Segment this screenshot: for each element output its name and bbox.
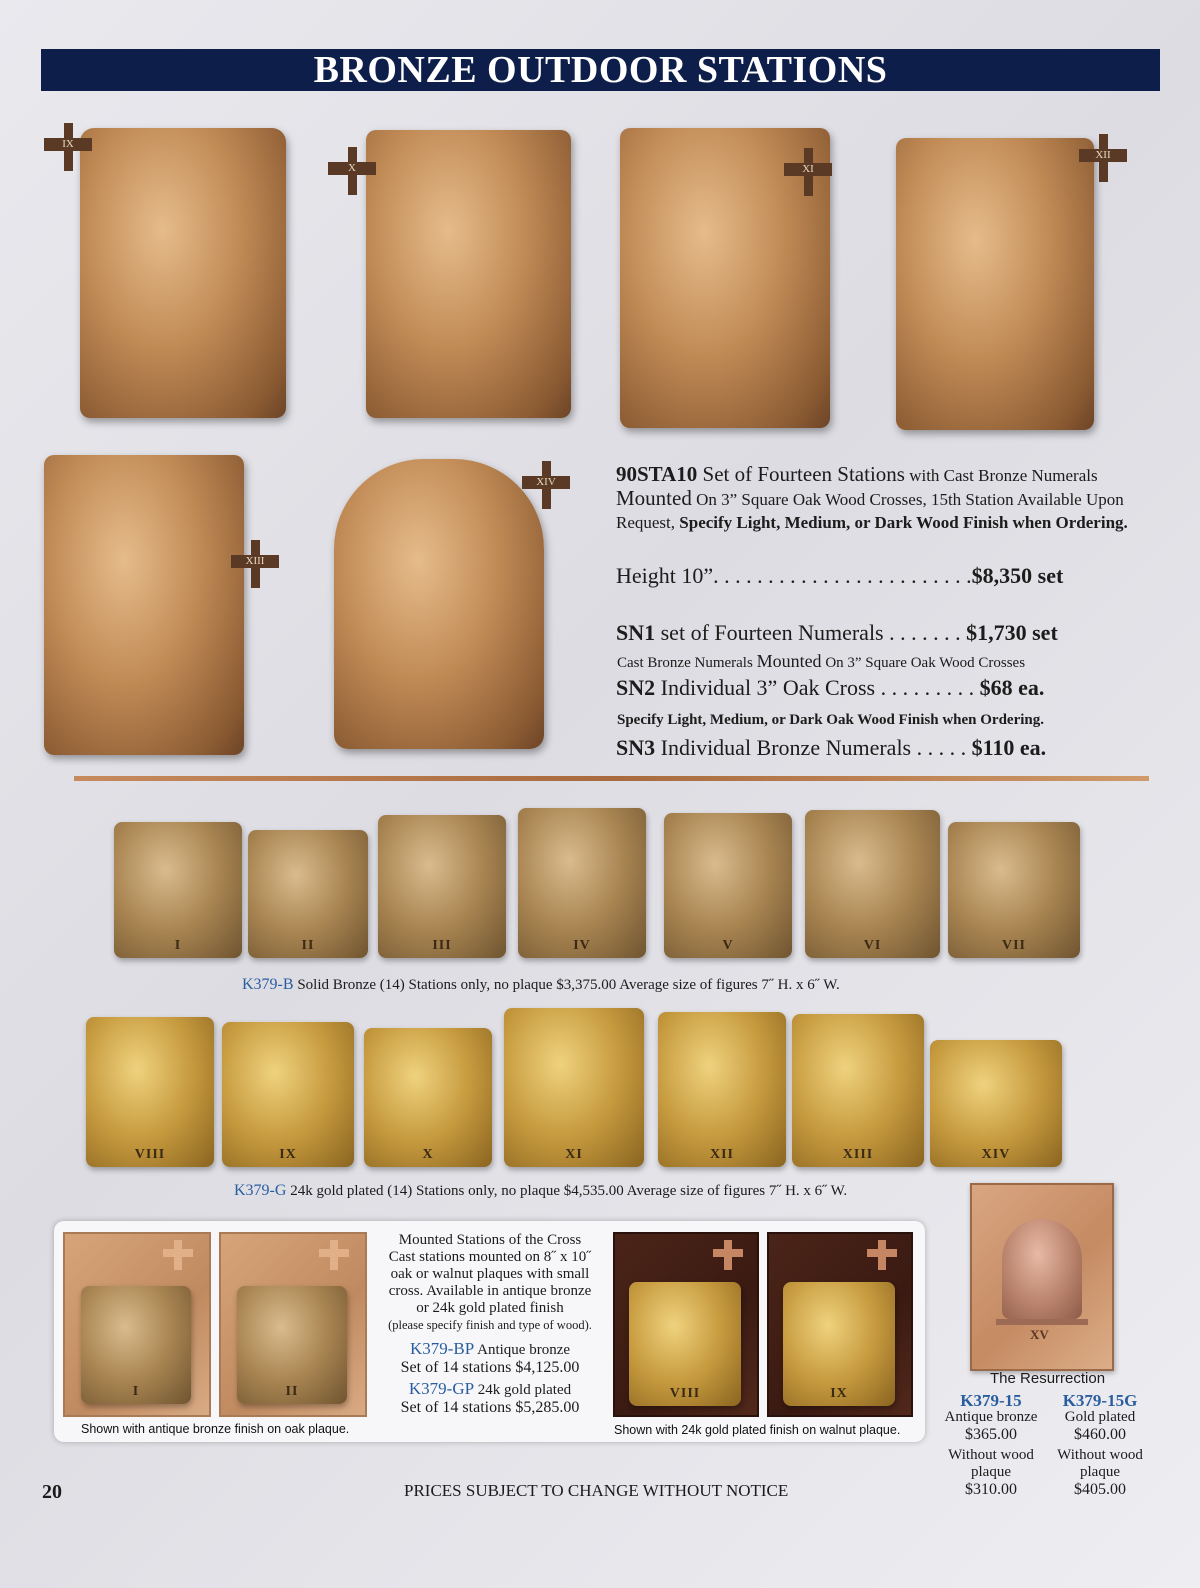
mounted-description bbox=[372, 1232, 608, 1416]
sn1-sub-b: On 3” Square Oak Wood Crosses bbox=[821, 655, 1026, 671]
k379g-text: 24k gold plated (14) Stations only, no plaque $4,535.00 Average size of figures 7˝ H. x 6˝ W. bbox=[286, 1183, 848, 1199]
resurrection-option-bronze bbox=[935, 1392, 1047, 1498]
k379b-station-iii: III bbox=[378, 815, 506, 958]
k379-15g-noplaque-b: plaque bbox=[1080, 1464, 1120, 1480]
mounted-line-4: cross. Available in antique bronze bbox=[388, 1283, 592, 1299]
k379bp-code: K379-BP bbox=[409, 1339, 475, 1358]
station-sculpture-xii bbox=[896, 138, 1094, 430]
cross-icon bbox=[163, 1240, 193, 1270]
page-number: 20 bbox=[42, 1481, 62, 1503]
mounted-line-2: Cast stations mounted on 8˝ x 10˝ bbox=[388, 1249, 592, 1265]
cross-icon bbox=[713, 1240, 743, 1270]
numeral-cross-xiv: XIV bbox=[522, 461, 570, 509]
mounted-line-5: or 24k gold plated finish bbox=[416, 1300, 564, 1316]
k379b-station-ii: II bbox=[248, 830, 368, 958]
k379g-station-ix: IX bbox=[222, 1022, 354, 1167]
mounted-line-1: Mounted Stations of the Cross bbox=[398, 1232, 582, 1248]
price-notice: PRICES SUBJECT TO CHANGE WITHOUT NOTICE bbox=[404, 1481, 789, 1500]
height-label: Height 10” bbox=[616, 563, 714, 588]
numeral-cross-ix: IX bbox=[44, 123, 92, 171]
sn2-price-line bbox=[616, 675, 1086, 701]
k379g-station-x: X bbox=[364, 1028, 492, 1167]
station-sculpture-x bbox=[366, 130, 571, 418]
dot-leader: . . . . . . . . . . . . . . . . . . . . . . . . bbox=[713, 563, 972, 588]
station-sculpture-ix bbox=[80, 128, 286, 418]
k379-15-finish: Antique bronze bbox=[944, 1409, 1038, 1425]
k379-15g-finish: Gold plated bbox=[1064, 1409, 1136, 1425]
sn2-code: SN2 bbox=[616, 675, 656, 700]
sn3-price-line bbox=[616, 735, 1086, 761]
k379-15g-price: $460.00 bbox=[1074, 1426, 1126, 1443]
dot-leader: . . . . . . . . . bbox=[875, 675, 980, 700]
page-title: BRONZE OUTDOOR STATIONS bbox=[41, 49, 1160, 91]
product-code: 90STA10 bbox=[616, 462, 698, 486]
resurrection-title: The Resurrection bbox=[990, 1370, 1106, 1387]
numeral-cross-xii: XII bbox=[1079, 134, 1127, 182]
k379g-code: K379-G bbox=[234, 1182, 287, 1199]
k379b-station-vi: VI bbox=[805, 810, 940, 958]
plaque-station-figure: IX bbox=[783, 1282, 895, 1406]
k379-15g-noplaque-a: Without wood bbox=[1057, 1447, 1143, 1463]
k379gp-label: 24k gold plated bbox=[474, 1382, 572, 1398]
resurrection-figure bbox=[1002, 1219, 1082, 1319]
k379b-text: Solid Bronze (14) Stations only, no plaque $3,375.00 Average size of figures 7˝ H. x 6˝ W. bbox=[293, 977, 840, 993]
sn3-price: $110 ea. bbox=[971, 735, 1047, 760]
k379gp-code: K379-GP bbox=[408, 1379, 475, 1398]
plaque-station-figure: VIII bbox=[629, 1282, 741, 1406]
product-desc-mounted: Mounted bbox=[616, 486, 692, 510]
k379g-station-viii: VIII bbox=[86, 1017, 214, 1167]
sn2-text: Individual 3” Oak Cross bbox=[655, 675, 876, 700]
main-product-description bbox=[616, 463, 1136, 534]
k379b-station-vii: VII bbox=[948, 822, 1080, 958]
resurrection-plaque bbox=[970, 1183, 1114, 1371]
sn1-price: $1,730 set bbox=[966, 620, 1058, 645]
k379-15g-noplaque-price: $405.00 bbox=[1074, 1481, 1126, 1498]
k379-15-price: $365.00 bbox=[965, 1426, 1017, 1443]
sn2-note: Specify Light, Medium, or Dark Oak Wood Finish when Ordering. bbox=[617, 712, 1044, 728]
sn3-text: Individual Bronze Numerals bbox=[655, 735, 912, 760]
product-desc-1: with Cast Bronze Numerals bbox=[904, 466, 1098, 485]
sn1-sub-a: Cast Bronze Numerals bbox=[617, 655, 757, 671]
cross-icon bbox=[319, 1240, 349, 1270]
section-divider bbox=[74, 776, 1149, 781]
dot-leader: . . . . . . . bbox=[883, 620, 967, 645]
k379-15-noplaque-b: plaque bbox=[971, 1464, 1011, 1480]
k379bp-label: Antique bronze bbox=[474, 1342, 571, 1358]
numeral-cross-x: X bbox=[328, 147, 376, 195]
k379gp-price: Set of 14 stations $5,285.00 bbox=[400, 1399, 580, 1416]
walnut-plaque-viii bbox=[613, 1232, 759, 1417]
product-title: Set of Fourteen Stations bbox=[697, 462, 905, 486]
station-sculpture-xiii bbox=[44, 455, 244, 755]
k379-15-noplaque-a: Without wood bbox=[948, 1447, 1034, 1463]
k379b-station-iv: IV bbox=[518, 808, 646, 958]
resurrection-base bbox=[996, 1319, 1088, 1325]
set-price: $8,350 set bbox=[971, 563, 1064, 588]
plaque-station-figure: II bbox=[237, 1286, 347, 1404]
station-sculpture-xiv bbox=[334, 459, 544, 749]
sn1-subtitle bbox=[617, 651, 1025, 672]
walnut-plaque-ix bbox=[767, 1232, 913, 1417]
product-desc-2: On 3” Square Oak Wood Crosses, 15th Station Available Upon Request, bbox=[616, 490, 1124, 532]
k379g-station-xii: XII bbox=[658, 1012, 786, 1167]
mounted-line-3: oak or walnut plaques with small bbox=[390, 1266, 590, 1282]
sn1-code: SN1 bbox=[616, 620, 656, 645]
numeral-cross-xi: XI bbox=[784, 148, 832, 196]
sn1-sub-mounted: Mounted bbox=[756, 651, 822, 671]
k379b-station-i: I bbox=[114, 822, 242, 958]
k379bp-price: Set of 14 stations $4,125.00 bbox=[400, 1359, 580, 1376]
sn1-text: set of Fourteen Numerals bbox=[655, 620, 884, 645]
oak-plaque-ii bbox=[219, 1232, 367, 1417]
numeral-cross-xiii: XIII bbox=[231, 540, 279, 588]
sn1-price-line bbox=[616, 620, 1086, 646]
k379-15g-code: K379-15G bbox=[1062, 1391, 1138, 1410]
k379g-caption bbox=[234, 1182, 847, 1200]
dot-leader: . . . . . bbox=[911, 735, 972, 760]
oak-caption: Shown with antique bronze finish on oak plaque. bbox=[81, 1422, 350, 1436]
k379g-station-xiii: XIII bbox=[792, 1014, 924, 1167]
height-price-line bbox=[616, 563, 1086, 589]
k379g-station-xiv: XIV bbox=[930, 1040, 1062, 1167]
k379g-station-xi: XI bbox=[504, 1008, 644, 1167]
oak-plaque-i bbox=[63, 1232, 211, 1417]
cross-icon bbox=[867, 1240, 897, 1270]
mounted-line-6: (please specify finish and type of wood). bbox=[388, 1318, 592, 1332]
k379b-caption bbox=[242, 976, 840, 994]
product-desc-specify: Specify Light, Medium, or Dark Wood Finish when Ordering. bbox=[679, 513, 1128, 532]
k379-15-noplaque-price: $310.00 bbox=[965, 1481, 1017, 1498]
sn3-code: SN3 bbox=[616, 735, 656, 760]
resurrection-option-gold bbox=[1044, 1392, 1156, 1498]
walnut-caption: Shown with 24k gold plated finish on walnut plaque. bbox=[614, 1423, 901, 1437]
k379b-station-v: V bbox=[664, 813, 792, 958]
sn2-price: $68 ea. bbox=[979, 675, 1045, 700]
k379-15-code: K379-15 bbox=[960, 1391, 1022, 1410]
resurrection-numeral: XV bbox=[1030, 1327, 1049, 1342]
plaque-station-figure: I bbox=[81, 1286, 191, 1404]
k379b-code: K379-B bbox=[242, 976, 294, 993]
